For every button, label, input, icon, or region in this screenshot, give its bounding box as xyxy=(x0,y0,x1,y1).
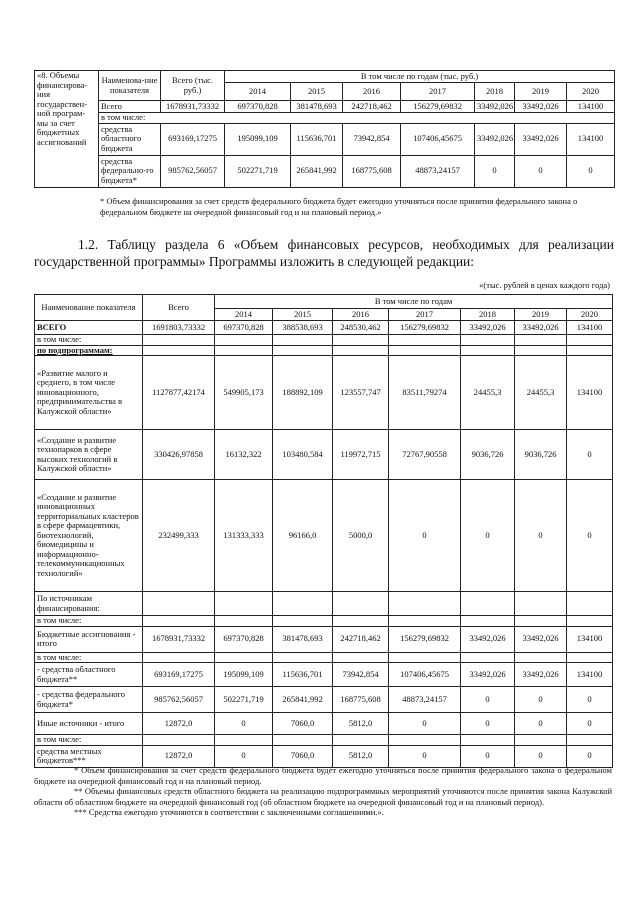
row-value: 119972,715 xyxy=(333,430,389,480)
row-value: 5812,0 xyxy=(333,713,389,735)
year-header: 2014 xyxy=(225,83,291,101)
year-header: 2017 xyxy=(401,83,475,101)
row-value: 134100 xyxy=(567,356,613,430)
table-row xyxy=(35,663,613,687)
row-value xyxy=(389,616,461,627)
row-total: 232499,333 xyxy=(143,480,215,592)
row-value: 0 xyxy=(461,480,515,592)
table-row xyxy=(35,356,613,430)
row-value: 0 xyxy=(567,687,613,713)
row-value: 0 xyxy=(515,687,567,713)
row-value: 16132,322 xyxy=(215,430,273,480)
table-row xyxy=(35,745,613,767)
row-value: 33492,026 xyxy=(515,321,567,335)
row-value: 0 xyxy=(515,713,567,735)
row-value: 549905,173 xyxy=(215,356,273,430)
header-total: Всего xyxy=(143,295,215,321)
table-row xyxy=(35,735,613,746)
row-total xyxy=(143,335,215,346)
year-header: 2020 xyxy=(567,309,613,321)
row-value: 107406,45675 xyxy=(389,663,461,687)
row-value: 0 xyxy=(461,745,515,767)
row-value xyxy=(333,335,389,346)
row-value: 115636,701 xyxy=(273,663,333,687)
row-value: 188892,109 xyxy=(273,356,333,430)
row-value xyxy=(333,592,389,616)
row-value: 0 xyxy=(389,713,461,735)
row-value: 9036,726 xyxy=(461,430,515,480)
table-row: в том числе: xyxy=(35,113,615,124)
row-total xyxy=(143,345,215,356)
row-value xyxy=(461,616,515,627)
row-value: 134100 xyxy=(567,663,613,687)
year-header: 2018 xyxy=(475,83,515,101)
row-total xyxy=(143,652,215,663)
table-row xyxy=(35,652,613,663)
row-value xyxy=(333,616,389,627)
header-years: В том числе по годам (тыс. руб.) xyxy=(225,71,615,83)
row-label: «Создание и развитие инновационных территориальных кластеров в сфере фармацевтики, биотехнологий, биомедицины и информационно-телекоммуникационных технологий» xyxy=(35,480,143,592)
footnote-1: * Объем финансирования за счет средств федерального бюджета будет ежегодно уточняться после принятия федерального закона о федеральном бюджете на очередной финансовый год и на плановый период. xyxy=(34,765,612,786)
year-header: 2014 xyxy=(215,309,273,321)
row-value: 242718,462 xyxy=(333,626,389,652)
row-value xyxy=(461,592,515,616)
row-value: 0 xyxy=(515,480,567,592)
row-value: 123557,747 xyxy=(333,356,389,430)
row-label: «Развитие малого и среднего, в том числе инновационного, предпринимательства в Калужской области» xyxy=(35,356,143,430)
row-total: 330426,97858 xyxy=(143,430,215,480)
row-value xyxy=(389,652,461,663)
row-value xyxy=(273,592,333,616)
row-label: - средства федерального бюджета* xyxy=(35,687,143,713)
row-value: 0 xyxy=(389,480,461,592)
row-value: 134100 xyxy=(567,321,613,335)
row-value xyxy=(273,335,333,346)
row-value xyxy=(215,652,273,663)
section-8-label: «8. Объемы финансирова-ния государствен-ной програм-мы за счет бюджетных ассигнований xyxy=(35,71,99,188)
row-label: по подпрограммам: xyxy=(35,345,143,356)
row-value xyxy=(567,735,613,746)
footnote-federal-budget: * Объем финансирования за счет средств федерального бюджета будет ежегодно уточняться после принятия федерального закона о федеральном бюджете на очередной финансовый год и на плановый период.» xyxy=(100,196,578,217)
row-value: 48873,24157 xyxy=(389,687,461,713)
row-value xyxy=(461,335,515,346)
row-value: 0 xyxy=(567,745,613,767)
row-value: 7060,0 xyxy=(273,713,333,735)
table-row xyxy=(35,626,613,652)
row-value xyxy=(273,345,333,356)
row-total xyxy=(143,616,215,627)
row-value: 131333,333 xyxy=(215,480,273,592)
row-total: 12872,0 xyxy=(143,745,215,767)
table-row xyxy=(35,430,613,480)
row-label: в том числе: xyxy=(35,735,143,746)
table-row xyxy=(35,592,613,616)
row-value: 0 xyxy=(215,713,273,735)
table-row xyxy=(35,335,613,346)
row-label: «Создание и развитие технопарков в сфере высоких технологий в Калужской области» xyxy=(35,430,143,480)
row-value xyxy=(515,345,567,356)
row-value: 388538,693 xyxy=(273,321,333,335)
year-header: 2019 xyxy=(515,83,567,101)
table-row: средства областного бюджета 693169,17275 195099,109 115636,701 73942,854 107406,45675 33492,026 33492,026 134100 xyxy=(35,123,615,155)
row-value: 0 xyxy=(567,430,613,480)
units-label: «(тыс. рублей в ценах каждого года) xyxy=(479,280,610,290)
table-row xyxy=(35,687,613,713)
row-total: 693169,17275 xyxy=(143,663,215,687)
row-label: - средства областного бюджета** xyxy=(35,663,143,687)
row-value xyxy=(461,345,515,356)
row-label: в том числе: xyxy=(35,335,143,346)
row-value: 265841,992 xyxy=(273,687,333,713)
year-header: 2016 xyxy=(343,83,401,101)
footnote-2: ** Объемы финансовых средств областного бюджета на реализацию подпрограммных мероприятий уточняются после принятия закона Калужской области об областном бюджете на очередной финансовый год (об областном бюджете на очередной финансовый год и на плановый период). xyxy=(34,786,612,807)
row-total xyxy=(143,592,215,616)
row-value: 9036,726 xyxy=(515,430,567,480)
row-value: 0 xyxy=(461,713,515,735)
year-header: 2020 xyxy=(567,83,615,101)
row-value: 5000,0 xyxy=(333,480,389,592)
row-value xyxy=(333,345,389,356)
header-name: Наименова-ние показателя xyxy=(99,71,161,101)
row-total: 1691803,73332 xyxy=(143,321,215,335)
row-value xyxy=(273,652,333,663)
row-value: 5812,0 xyxy=(333,745,389,767)
row-value xyxy=(215,616,273,627)
row-value: 0 xyxy=(515,745,567,767)
row-total: 1127877,42174 xyxy=(143,356,215,430)
year-header: 2017 xyxy=(389,309,461,321)
year-header: 2019 xyxy=(515,309,567,321)
row-label: ВСЕГО xyxy=(35,321,143,335)
row-value: 156279,69832 xyxy=(389,321,461,335)
row-value: 0 xyxy=(567,713,613,735)
row-value xyxy=(515,335,567,346)
row-value: 0 xyxy=(567,480,613,592)
row-value: 502271,719 xyxy=(215,687,273,713)
table-row xyxy=(35,616,613,627)
row-total xyxy=(143,735,215,746)
row-label: в том числе: xyxy=(35,616,143,627)
row-value: 33492,026 xyxy=(515,663,567,687)
row-value xyxy=(515,652,567,663)
year-header: 2015 xyxy=(273,309,333,321)
year-header: 2015 xyxy=(291,83,343,101)
row-label: Бюджетные ассигнования - итого xyxy=(35,626,143,652)
row-value: 33492,026 xyxy=(461,663,515,687)
row-value: 0 xyxy=(389,745,461,767)
row-value xyxy=(273,735,333,746)
row-value: 96166,0 xyxy=(273,480,333,592)
table-row xyxy=(35,321,613,335)
header-total: Всего (тыс. руб.) xyxy=(161,71,225,101)
section-heading: 1.2. Таблицу раздела 6 «Объем финансовых ресурсов, необходимых для реализации государственной программы» Программы изложить в следующей редакции: xyxy=(34,237,614,269)
row-value: 195099,109 xyxy=(215,663,273,687)
row-value: 83511,79274 xyxy=(389,356,461,430)
row-value xyxy=(567,592,613,616)
row-value: 33492,026 xyxy=(461,321,515,335)
row-value: 697370,828 xyxy=(215,626,273,652)
row-value xyxy=(215,592,273,616)
row-value xyxy=(567,335,613,346)
row-total: 12872,0 xyxy=(143,713,215,735)
row-value xyxy=(567,652,613,663)
objects-financing-table xyxy=(34,70,615,188)
table-row: Всего 1678931,73332 697370,828 381478,693 242718,462 156279,69832 33492,026 33492,026 134100 xyxy=(35,101,615,113)
year-header: 2016 xyxy=(333,309,389,321)
row-value: 73942,854 xyxy=(333,663,389,687)
row-value: 24455,3 xyxy=(515,356,567,430)
row-value xyxy=(515,592,567,616)
row-value: 103480,584 xyxy=(273,430,333,480)
table-row xyxy=(35,345,613,356)
row-value xyxy=(333,652,389,663)
row-value xyxy=(389,335,461,346)
row-value: 156279,69832 xyxy=(389,626,461,652)
financial-resources-table xyxy=(34,294,613,768)
row-value: 7060,0 xyxy=(273,745,333,767)
row-value: 72767,90558 xyxy=(389,430,461,480)
row-value: 248530,462 xyxy=(333,321,389,335)
row-value xyxy=(215,735,273,746)
row-value xyxy=(333,735,389,746)
row-value xyxy=(515,735,567,746)
row-value xyxy=(215,335,273,346)
row-total: 985762,56057 xyxy=(143,687,215,713)
row-value xyxy=(461,652,515,663)
row-value xyxy=(515,616,567,627)
row-label: средства местных бюджетов*** xyxy=(35,745,143,767)
year-header: 2018 xyxy=(461,309,515,321)
row-label: Иные источники - итого xyxy=(35,713,143,735)
row-label: По источникам финансирования: xyxy=(35,592,143,616)
table-row xyxy=(35,480,613,592)
row-value: 697370,828 xyxy=(215,321,273,335)
row-value: 24455,3 xyxy=(461,356,515,430)
table-row xyxy=(35,713,613,735)
row-value xyxy=(389,735,461,746)
footnote-3: *** Средства ежегодно уточняются в соответствии с заключенными соглашениями.». xyxy=(74,807,384,817)
footnotes xyxy=(34,765,612,818)
row-value: 134100 xyxy=(567,626,613,652)
row-value: 0 xyxy=(215,745,273,767)
row-value xyxy=(273,616,333,627)
row-value: 0 xyxy=(461,687,515,713)
row-value xyxy=(215,345,273,356)
header-name: Наименование показателя xyxy=(35,295,143,321)
row-value: 381478,693 xyxy=(273,626,333,652)
row-value xyxy=(461,735,515,746)
row-value xyxy=(567,616,613,627)
table-row: средства федерально-го бюджета* 985762,56057 502271,719 265841,992 168775,608 48873,24157 0 0 0 xyxy=(35,155,615,187)
row-value xyxy=(389,592,461,616)
row-label: в том числе: xyxy=(35,652,143,663)
row-value: 168775,608 xyxy=(333,687,389,713)
row-total: 1678931,73332 xyxy=(143,626,215,652)
row-value xyxy=(567,345,613,356)
header-years: В том числе по годам xyxy=(215,295,613,309)
row-value: 33492,026 xyxy=(461,626,515,652)
row-value: 33492,026 xyxy=(515,626,567,652)
row-value xyxy=(389,345,461,356)
